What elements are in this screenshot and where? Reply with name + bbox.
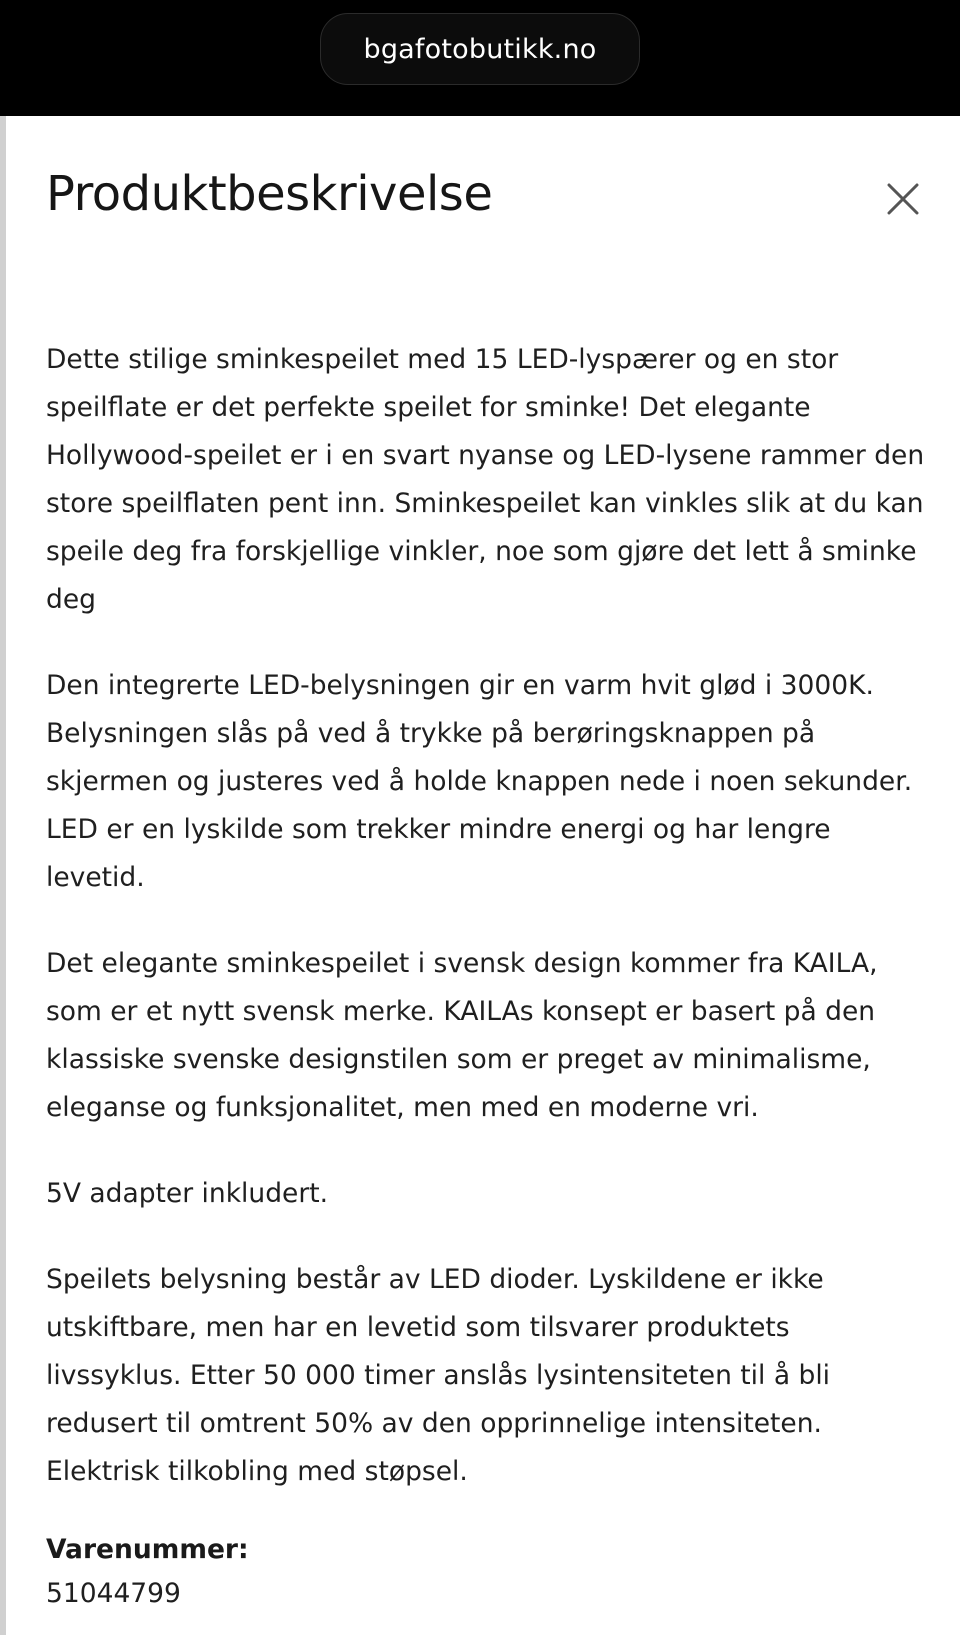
description-paragraph: 5V adapter inkludert. — [46, 1178, 329, 1209]
browser-top-bar — [0, 0, 960, 116]
description-paragraph: Det elegante sminkespeilet i svensk design kommer fra KAILA, som er et nytt svensk merke. KAILAs konsept er basert på den klassiske svenske designstilen som er preget av minimalisme, eleganse og funksjonalitet, men med en moderne vri. — [46, 948, 878, 1123]
close-button[interactable] — [874, 170, 932, 228]
sku-value: 51044799 — [46, 1578, 181, 1609]
description-paragraph: Den integrerte LED-belysningen gir en varm hvit glød i 3000K. Belysningen slås på ved å trykke på berøringsknappen på skjermen og justeres ved å holde knappen nede i noen sekunder. LED er en lyskilde som trekker mindre energi og har lengre levetid. — [46, 670, 913, 893]
url-text: bgafotobutikk.no — [363, 33, 597, 65]
description-content — [46, 336, 926, 1616]
product-description-sheet — [6, 116, 960, 1635]
close-icon — [885, 181, 921, 217]
description-paragraph: Dette stilige sminkespeilet med 15 LED-lyspærer og en stor speilflate er det perfekte speilet for sminke! Det elegante Hollywood-speilet er i en svart nyanse og LED-lysene rammer den store speilflaten pent inn. Sminkespeilet kan vinkles slik at du kan speile deg fra forskjellige vinkler, noe som gjøre det lett å sminke deg — [46, 344, 925, 615]
page-title: Produktbeskrivelse — [46, 166, 493, 222]
address-bar[interactable] — [320, 13, 640, 85]
description-paragraph: Speilets belysning består av LED dioder. Lyskildene er ikke utskiftbare, men har en levetid som tilsvarer produktets livssyklus. Etter 50 000 timer anslås lysintensiteten til å bli redusert til omtrent 50% av den opprinnelige intensiteten. Elektrisk tilkobling med støpsel. — [46, 1264, 831, 1487]
sku-label: Varenummer: — [46, 1534, 249, 1565]
